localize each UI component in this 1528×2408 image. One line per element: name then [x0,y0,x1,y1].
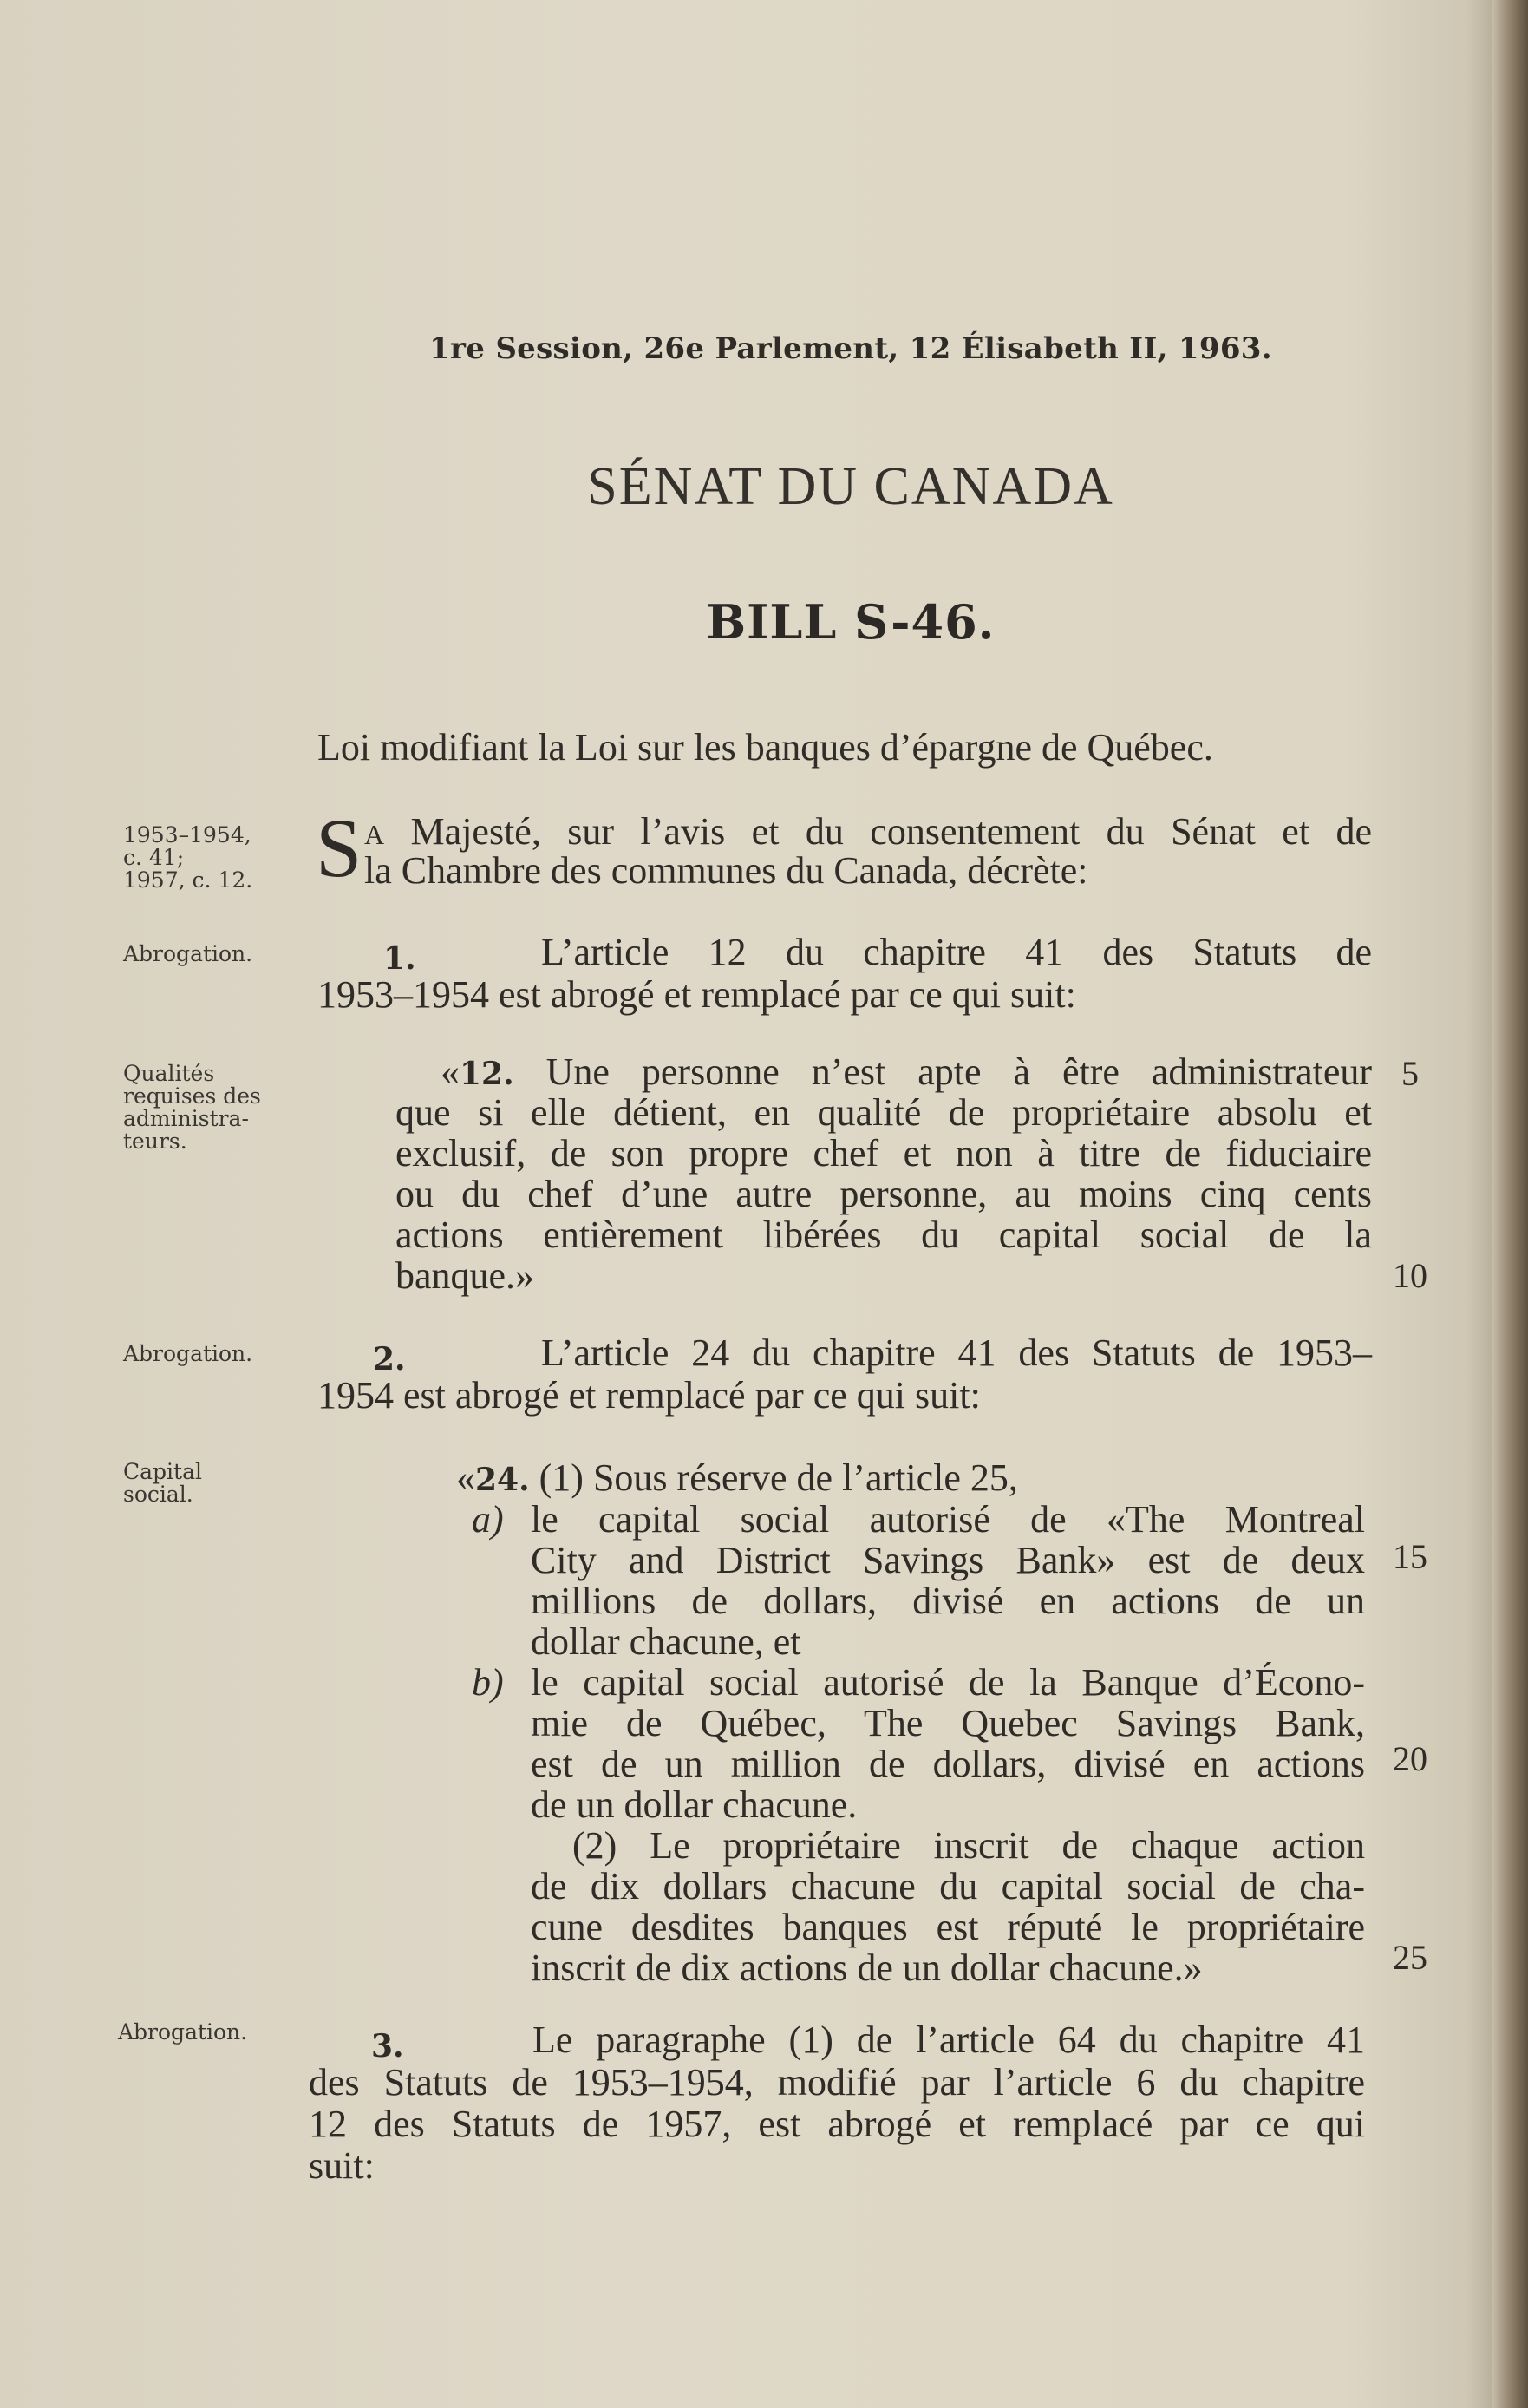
line-number: 15 [1393,1537,1427,1576]
marginal-citation-line: 1957, c. 12. [123,867,253,893]
section-1-quote-line-5: actions entièrement libérées du capital social de la [395,1214,1372,1256]
section-1-quote-line-3: exclusif, de son propre chef et non à titre de fiduciaire [395,1132,1372,1175]
section-2-sub-number: 24. [475,1462,530,1498]
section-2-sub-2-line: de dix dollars chacune du capital social de cha- [531,1865,1365,1907]
item-a-label: a) [472,1498,504,1541]
section-2-sub-2-line: (2) Le propriétaire inscrit de chaque action [572,1824,1365,1867]
line-number: 10 [1393,1256,1427,1295]
section-2-line-1: L’article 24 du chapitre 41 des Statuts de 1953– [541,1332,1372,1374]
item-b-line: de un dollar chacune. [531,1783,858,1826]
section-1-quote-text: Une personne n’est apte à être administrateur [545,1050,1373,1093]
line-number: 20 [1393,1739,1427,1778]
marginal-abrogation-2: Abrogation. [123,1341,253,1366]
section-1-quote-mark: « [441,1050,460,1093]
item-a-line: City and District Savings Bank» est de deux [531,1539,1365,1581]
bill-number: BILL S-46. [706,594,996,650]
marginal-citation [123,824,305,892]
section-2-sub-1-text: (1) Sous réserve de l’article 25, [539,1456,1018,1499]
section-1-quote-line-4: ou du chef d’une autre personne, au moins cinq cents [395,1173,1372,1215]
section-1-quote-line-6: banque.» [395,1254,535,1297]
section-1-quote-line-1 [441,1051,1372,1095]
section-3-line-2: des Statuts de 1953–1954, modifié par l’article 6 du chapitre [309,2061,1365,2104]
section-3-line-4: suit: [309,2144,375,2187]
section-3-line-3: 12 des Statuts de 1957, est abrogé et remplacé par ce qui [309,2103,1365,2145]
marginal-capital-line: social. [123,1482,193,1507]
item-b-line: le capital social autorisé de la Banque d’Écono- [531,1661,1365,1704]
marginal-abrogation-1: Abrogation. [123,941,253,966]
section-2-quote-mark: « [456,1456,475,1499]
item-b-line: mie de Québec, The Quebec Savings Bank, [531,1702,1365,1744]
item-a-line: dollar chacune, et [531,1620,801,1663]
marginal-qualites [123,1063,305,1153]
item-b-line: est de un million de dollars, divisé en actions [531,1743,1365,1785]
bill-title: Loi modifiant la Loi sur les banques d’épargne de Québec. [317,726,1213,769]
section-1-line-2: 1953–1954 est abrogé et remplacé par ce qui suit: [317,973,1076,1016]
section-1-sub-number: 12. [460,1056,514,1092]
section-2-sub-2-line: inscrit de dix actions de un dollar chacune.» [531,1947,1203,1989]
marginal-capital-line: Capital [123,1459,202,1484]
section-1-number: 1. [383,940,416,977]
marginal-qualites-line: requises des [123,1083,261,1109]
marginal-qualites-line: teurs. [123,1129,187,1154]
marginal-citation-line: 1953–1954, [123,822,251,847]
preamble-dropcap: S [316,802,362,894]
marginal-capital [123,1461,305,1506]
marginal-qualites-line: administra- [123,1106,249,1131]
line-number: 5 [1401,1054,1419,1093]
marginal-qualites-line: Qualités [123,1061,215,1086]
item-b-label: b) [472,1661,504,1704]
section-2-sub-1 [456,1457,1018,1501]
item-a-line: millions de dollars, divisé en actions de un [531,1580,1365,1622]
section-3-number: 3. [371,2028,404,2064]
section-3-line-1: Le paragraphe (1) de l’article 64 du chapitre 41 [532,2019,1365,2061]
chamber-title: SÉNAT DU CANADA [587,457,1114,516]
preamble-line-2: la Chambre des communes du Canada, décrète: [364,849,1088,892]
section-2-sub-2-line: cune desdites banques est réputé le propriétaire [531,1906,1365,1948]
line-number: 25 [1393,1938,1427,1977]
preamble-smallcap: A [364,819,385,850]
marginal-abrogation-3: Abrogation. [118,2019,248,2045]
session-header: 1re Session, 26e Parlement, 12 Élisabeth II, 1963. [429,331,1272,366]
section-2-number: 2. [373,1341,406,1377]
preamble-line-1-text: Majesté, sur l’avis et du consentement du Sénat et de [384,810,1372,853]
section-1-quote-line-2: que si elle détient, en qualité de propriétaire absolu et [395,1091,1372,1134]
marginal-citation-line: c. 41; [123,845,185,870]
section-1-line-1: L’article 12 du chapitre 41 des Statuts de [541,931,1372,973]
section-2-line-2: 1954 est abrogé et remplacé par ce qui suit: [317,1374,981,1417]
item-a-line: le capital social autorisé de «The Montreal [531,1498,1365,1541]
